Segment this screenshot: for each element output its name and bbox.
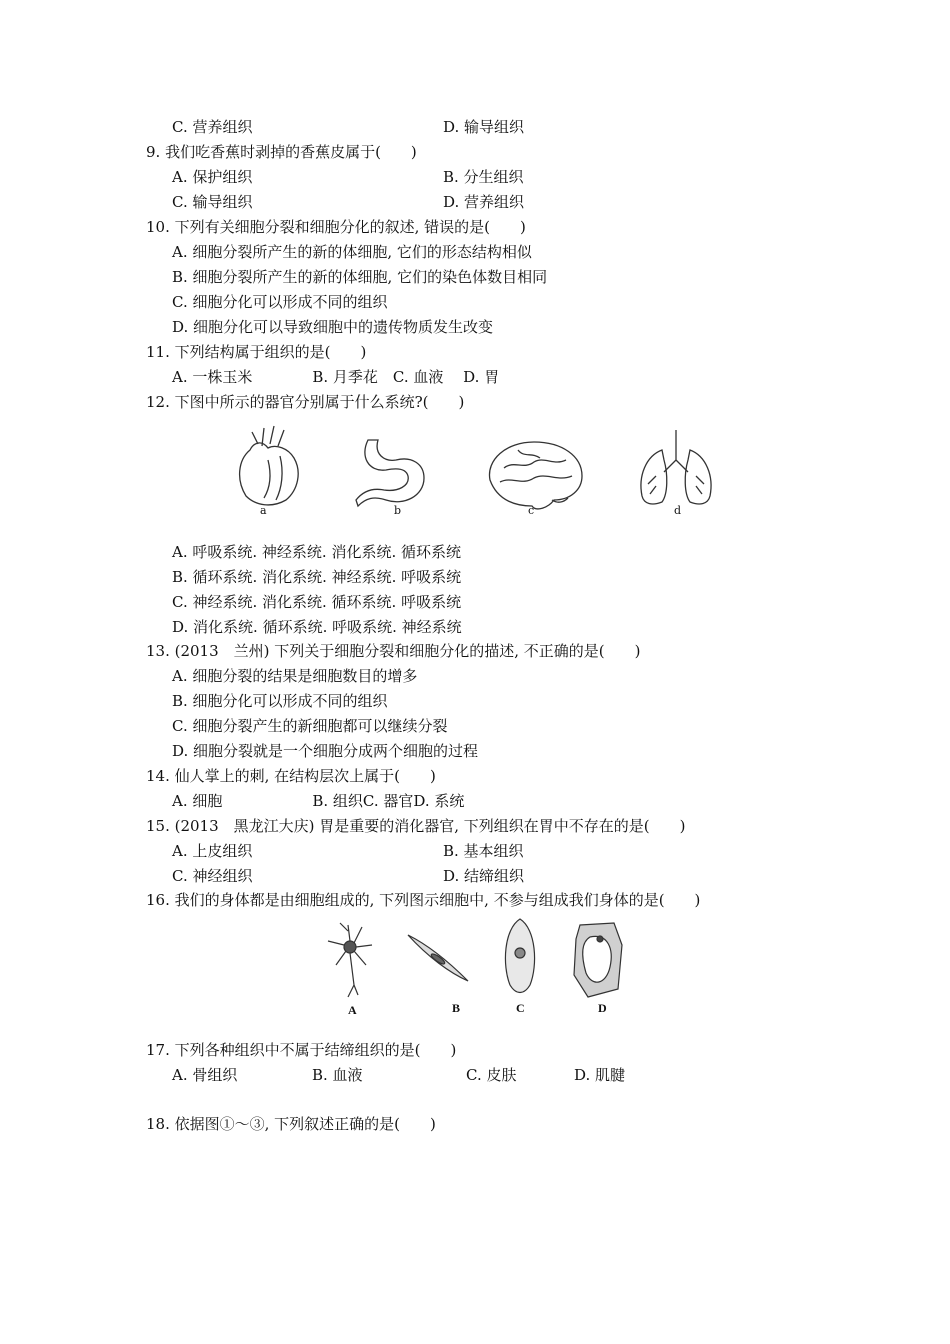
figure-label-b: b [394,504,402,517]
q17-option-b: B. 血液 [312,1066,363,1084]
q10-option-c: C. 细胞分化可以形成不同的组织 [172,293,388,311]
figure-label-c: c [528,504,535,517]
question-10: 10. 下列有关细胞分裂和细胞分化的叙述, 错误的是( ) [146,218,526,236]
epidermal-cell-icon [505,919,534,993]
cell-label-c: C [516,1001,525,1015]
q15-option-d: D. 结缔组织 [443,867,525,885]
q12-option-b: B. 循环系统. 消化系统. 神经系统. 呼吸系统 [172,568,462,586]
q17-option-a: A. 骨组织 [172,1066,238,1084]
heart-icon [240,426,299,505]
q15-option-b: B. 基本组织 [443,842,524,860]
q12-option-a: A. 呼吸系统. 神经系统. 消化系统. 循环系统 [172,543,461,561]
option-c-prev: C. 营养组织 [172,118,253,136]
option-d-prev: D. 输导组织 [443,118,525,136]
question-16: 16. 我们的身体都是由细胞组成的, 下列图示细胞中, 不参与组成我们身体的是( ) [146,891,701,909]
cells-figure-svg [318,915,638,1005]
question-11: 11. 下列结构属于组织的是( ) [146,343,367,361]
question-17: 17. 下列各种组织中不属于结缔组织的是( ) [146,1041,457,1059]
question-14: 14. 仙人掌上的刺, 在结构层次上属于( ) [146,767,436,785]
q17-option-c: C. 皮肤 [466,1066,517,1084]
q15-option-c: C. 神经组织 [172,867,253,885]
q17-option-d: D. 肌腱 [574,1066,626,1084]
question-13: 13. (2013 兰州) 下列关于细胞分裂和细胞分化的描述, 不正确的是( ) [146,642,641,660]
q9-option-c: C. 输导组织 [172,193,253,211]
figure-label-d: d [674,504,682,517]
q12-option-d: D. 消化系统. 循环系统. 呼吸系统. 神经系统 [172,618,462,636]
q10-option-b: B. 细胞分裂所产生的新的体细胞, 它们的染色体数目相同 [172,268,548,286]
question-15: 15. (2013 黑龙江大庆) 胃是重要的消化器官, 下列组织在胃中不存在的是( ) [146,817,686,835]
q12-option-c: C. 神经系统. 消化系统. 循环系统. 呼吸系统 [172,593,462,611]
question-9: 9. 我们吃香蕉时剥掉的香蕉皮属于( ) [146,143,417,161]
figure-label-a: a [260,504,267,517]
brain-icon [489,442,582,509]
q13-option-a: A. 细胞分裂的结果是细胞数目的增多 [172,667,418,685]
q15-option-a: A. 上皮组织 [172,842,253,860]
lungs-icon [641,430,711,504]
q10-option-d: D. 细胞分化可以导致细胞中的遗传物质发生改变 [172,318,494,336]
question-12: 12. 下图中所示的器官分别属于什么系统?( ) [146,393,465,411]
cell-label-b: B [452,1001,461,1015]
question-18: 18. 依据图①～③, 下列叙述正确的是( ) [146,1115,436,1133]
muscle-cell-icon [408,935,468,981]
q13-option-c: C. 细胞分裂产生的新细胞都可以继续分裂 [172,717,448,735]
q9-option-d: D. 营养组织 [443,193,525,211]
plant-cell-icon [574,923,622,997]
q13-option-d: D. 细胞分裂就是一个细胞分成两个细胞的过程 [172,742,479,760]
neuron-cell-icon [328,923,372,997]
q9-option-b: B. 分生组织 [443,168,524,186]
organ-figure [228,420,728,530]
q10-option-a: A. 细胞分裂所产生的新的体细胞, 它们的形态结构相似 [172,243,532,261]
cells-figure [318,915,638,1025]
q9-option-a: A. 保护组织 [172,168,253,186]
organ-figure-svg [228,420,728,530]
cell-label-a: A [348,1003,357,1017]
q11-options: A. 一株玉米 B. 月季花 C. 血液 D. 胃 [172,368,500,386]
stomach-icon [356,440,424,506]
cell-label-d: D [598,1001,607,1015]
q14-options: A. 细胞 B. 组织C. 器官D. 系统 [172,792,465,810]
q13-option-b: B. 细胞分化可以形成不同的组织 [172,692,388,710]
